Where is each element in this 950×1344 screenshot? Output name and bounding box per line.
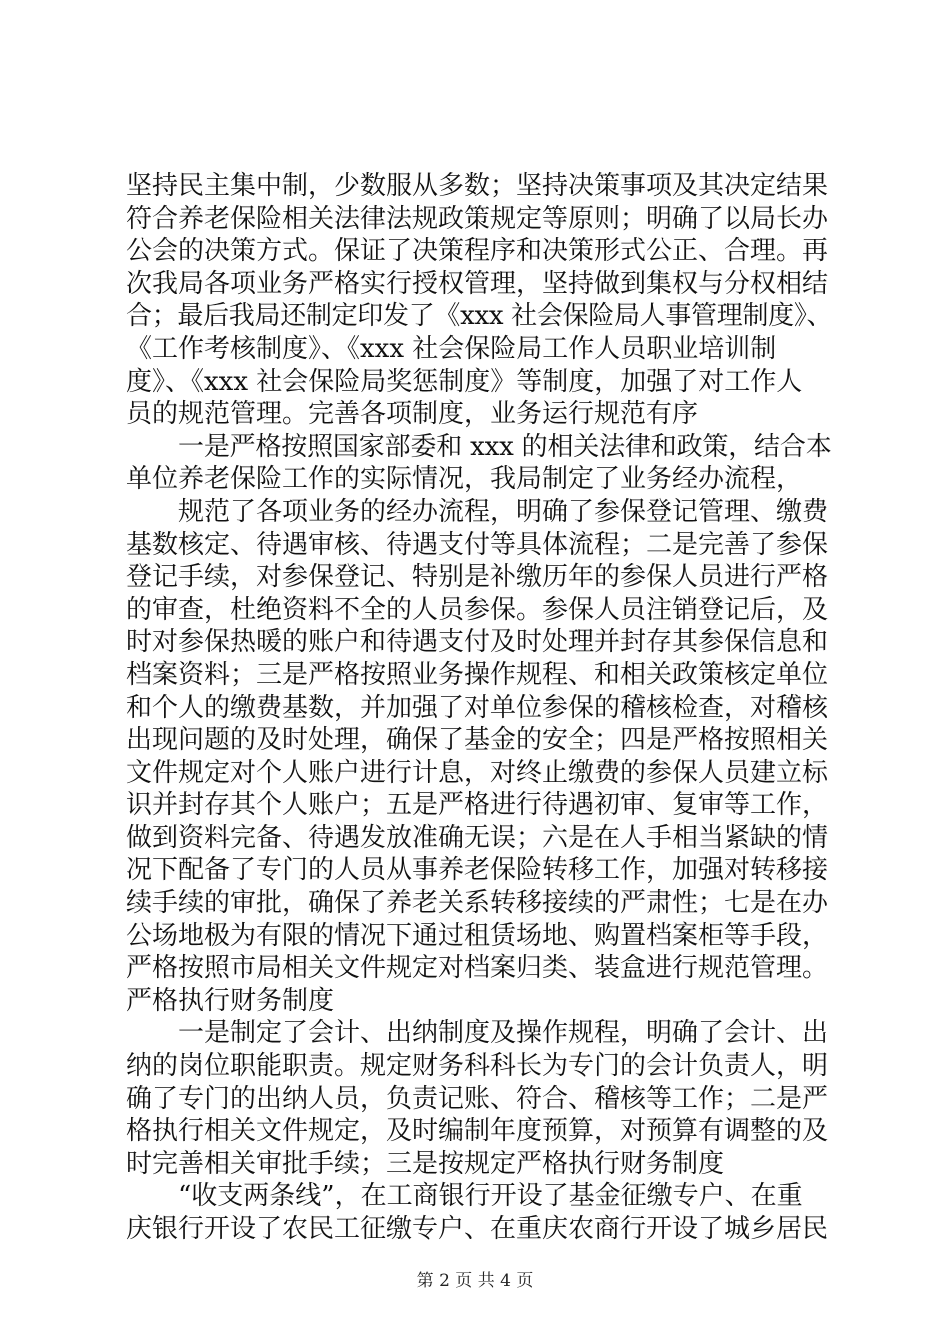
text-line: 况下配备了专门的人员从事养老保险转移工作，加强对转移接 — [126, 855, 829, 886]
text-line: 符合养老保险相关法律法规政策规定等原则；明确了以局长办 — [126, 203, 829, 234]
text-line: 识并封存其个人账户；五是严格进行待遇初审、复审等工作， — [126, 790, 829, 821]
text-line: 次我局各项业务严格实行授权管理，坚持做到集权与分权相结 — [126, 268, 829, 299]
text-line: 格执行相关文件规定，及时编制年度预算，对预算有调整的及 — [126, 1116, 829, 1147]
text-line: 合；最后我局还制定印发了《xxx 社会保险局人事管理制度》、 — [126, 301, 833, 332]
text-line: 度》、《xxx 社会保险局奖惩制度》等制度，加强了对工作人 — [126, 366, 803, 397]
text-line: “收支两条线”，在工商银行开设了基金征缴专户、在重 — [178, 1181, 803, 1212]
text-line: 时对参保热暖的账户和待遇支付及时处理并封存其参保信息和 — [126, 627, 829, 658]
text-line: 时完善相关审批手续；三是按规定严格执行财务制度 — [126, 1148, 725, 1179]
text-line: 确了专门的出纳人员，负责记账、符合、稽核等工作；二是严 — [126, 1083, 829, 1114]
text-line: 坚持民主集中制，少数服从多数；坚持决策事项及其决定结果 — [126, 171, 829, 201]
text-line: 纳的岗位职能职责。规定财务科科长为专门的会计负责人，明 — [126, 1051, 829, 1082]
text-line: 规范了各项业务的经办流程，明确了参保登记管理、缴费 — [178, 496, 829, 527]
text-line: 的审查，杜绝资料不全的人员参保。参保人员注销登记后，及 — [126, 594, 829, 625]
text-line: 和个人的缴费基数，并加强了对单位参保的稽核检查，对稽核 — [126, 692, 829, 723]
text-line: 员的规范管理。完善各项制度，业务运行规范有序 — [126, 399, 699, 430]
text-line: 《工作考核制度》、《xxx 社会保险局工作人员职业培训制 — [126, 333, 777, 364]
text-line: 严格执行财务制度 — [126, 985, 335, 1016]
text-line: 出现问题的及时处理，确保了基金的安全；四是严格按照相关 — [126, 725, 829, 756]
text-line: 公场地极为有限的情况下通过租赁场地、购置档案柜等手段， — [126, 920, 829, 951]
text-line: 一是制定了会计、出纳制度及操作规程，明确了会计、出 — [178, 1018, 829, 1049]
text-line: 庆银行开设了农民工征缴专户、在重庆农商行开设了城乡居民 — [126, 1214, 829, 1244]
document-body — [126, 170, 832, 1246]
text-line: 基数核定、待遇审核、待遇支付等具体流程；二是完善了参保 — [126, 529, 829, 560]
page-footer: 第 2 页 共 4 页 — [416, 1271, 534, 1291]
text-line: 单位养老保险工作的实际情况，我局制定了业务经办流程， — [126, 464, 803, 495]
text-line: 做到资料完备、待遇发放准确无误；六是在人手相当紧缺的情 — [126, 822, 829, 853]
text-line: 公会的决策方式。保证了决策程序和决策形式公正、合理。再 — [126, 236, 829, 267]
text-line: 登记手续，对参保登记、特别是补缴历年的参保人员进行严格 — [126, 562, 829, 593]
text-line: 一是严格按照国家部委和 xxx 的相关法律和政策，结合本 — [178, 431, 832, 462]
text-line: 续手续的审批，确保了养老关系转移接续的严肃性；七是在办 — [126, 888, 829, 919]
text-line: 档案资料；三是严格按照业务操作规程、和相关政策核定单位 — [126, 659, 829, 690]
text-line: 文件规定对个人账户进行计息，对终止缴费的参保人员建立标 — [126, 757, 829, 788]
text-line: 严格按照市局相关文件规定对档案归类、装盒进行规范管理。 — [126, 953, 829, 984]
